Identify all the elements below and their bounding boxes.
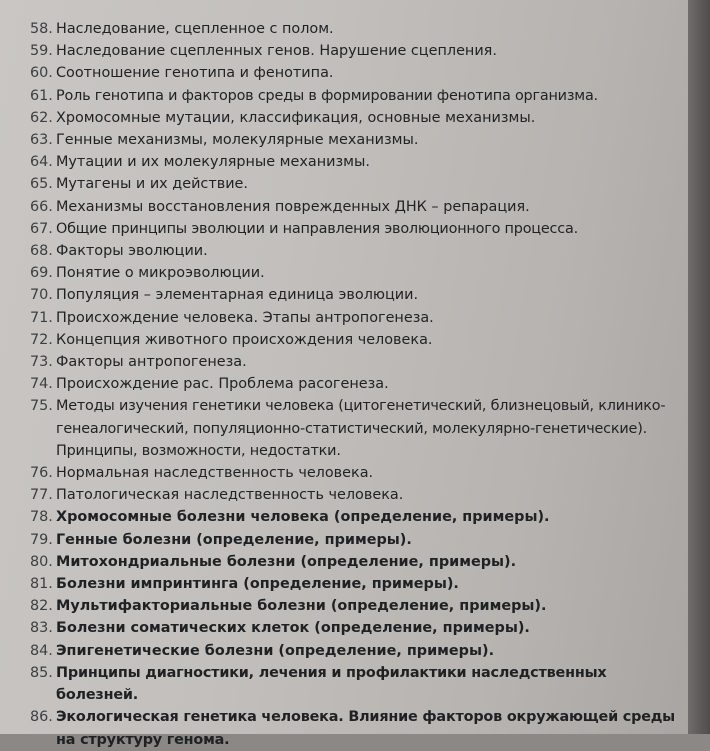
item-text: Мутации и их молекулярные механизмы. (56, 154, 370, 171)
item-number: 62. (30, 109, 53, 126)
item-number: 60. (30, 65, 53, 82)
item-text: Болезни соматических клеток (определение, примеры). (56, 620, 530, 637)
item-number: 64. (30, 154, 53, 171)
item-number: 70. (30, 287, 53, 304)
page-edge-shadow (688, 0, 710, 734)
item-text: Принципы диагностики, лечения и профилактики наследственных болезней. (56, 664, 607, 704)
list-item (30, 573, 680, 595)
list-item (30, 18, 680, 40)
item-number: 67. (30, 220, 53, 237)
list-item (30, 395, 680, 462)
list-item (30, 240, 680, 262)
list-item (30, 151, 680, 173)
item-text: Хромосомные болезни человека (определение, примеры). (56, 509, 550, 526)
item-text: Хромосомные мутации, классификация, основные механизмы. (56, 109, 536, 126)
item-text: Мультифакториальные болезни (определение, примеры). (56, 598, 547, 615)
list-item (30, 706, 680, 750)
item-text: Эпигенетические болезни (определение, примеры). (56, 642, 495, 659)
item-number: 72. (30, 331, 53, 348)
item-number: 69. (30, 265, 53, 282)
item-text: Соотношение генотипа и фенотипа. (56, 65, 334, 82)
list-item (30, 662, 680, 706)
item-number: 73. (30, 354, 53, 371)
item-text: Генные механизмы, молекулярные механизмы. (56, 132, 419, 149)
list-item (30, 506, 680, 528)
item-number: 84. (30, 642, 53, 659)
list-item (30, 284, 680, 306)
item-number: 82. (30, 598, 53, 615)
item-number: 61. (30, 87, 53, 104)
item-text: Популяция – элементарная единица эволюции. (56, 287, 419, 304)
item-number: 79. (30, 531, 53, 548)
list-item (30, 262, 680, 284)
list-item (30, 307, 680, 329)
item-number: 66. (30, 198, 53, 215)
item-text: Наследование, сцепленное с полом. (56, 21, 334, 37)
list-item (30, 484, 680, 506)
item-text: Патологическая наследственность человека. (56, 487, 404, 504)
list-item (30, 595, 680, 617)
item-number: 58. (30, 21, 53, 37)
list-item (30, 373, 680, 395)
list-item (30, 617, 680, 639)
item-text: Экологическая генетика человека. Влияние факторов окружающей среды на структуру генома. (56, 709, 675, 748)
item-number: 71. (30, 309, 53, 326)
list-item (30, 196, 680, 218)
list-item (30, 640, 680, 662)
item-text: Генные болезни (определение, примеры). (56, 531, 412, 548)
item-text: Митохондриальные болезни (определение, примеры). (56, 553, 517, 570)
list-item (30, 62, 680, 84)
item-number: 83. (30, 620, 53, 637)
item-text: Болезни импринтинга (определение, примеры). (56, 576, 459, 593)
item-number: 78. (30, 509, 53, 526)
item-number: 75. (30, 398, 53, 415)
item-text: Факторы эволюции. (56, 243, 208, 260)
list-item (30, 107, 680, 129)
item-number: 81. (30, 576, 53, 593)
item-number: 63. (30, 132, 53, 149)
list-item (30, 85, 680, 107)
item-number: 65. (30, 176, 53, 193)
question-list (30, 18, 680, 751)
item-number: 80. (30, 553, 53, 570)
item-text: Мутагены и их действие. (56, 176, 248, 193)
list-item (30, 40, 680, 62)
item-text: Понятие о микроэволюции. (56, 265, 265, 282)
list-item (30, 329, 680, 351)
item-number: 77. (30, 487, 53, 504)
list-item (30, 173, 680, 195)
list-item (30, 129, 680, 151)
item-text: Нормальная наследственность человека. (56, 465, 374, 482)
item-text: Механизмы восстановления поврежденных ДНК – репарация. (56, 198, 530, 215)
list-item (30, 551, 680, 573)
item-text: Наследование сцепленных генов. Нарушение сцепления. (56, 43, 497, 60)
item-text: Происхождение рас. Проблема расогенеза. (56, 376, 389, 393)
item-text: Происхождение человека. Этапы антропогенеза. (56, 309, 434, 326)
item-number: 68. (30, 243, 53, 260)
item-number: 86. (30, 709, 53, 726)
list-item (30, 218, 680, 240)
item-number: 85. (30, 664, 53, 681)
item-text: Общие принципы эволюции и направления эволюционного процесса. (56, 220, 578, 237)
item-text: Методы изучения генетики человека (цитогенетический, близнецовый, клинико-генеалогический, популяционно-статистический, молекулярно-генетические). Принципы, возможности, недостатки. (56, 398, 666, 459)
list-item (30, 351, 680, 373)
item-text: Факторы антропогенеза. (56, 354, 247, 371)
list-item (30, 529, 680, 551)
item-number: 76. (30, 465, 53, 482)
item-text: Концепция животного происхождения человека. (56, 331, 433, 348)
item-number: 59. (30, 43, 53, 60)
list-item (30, 462, 680, 484)
item-text: Роль генотипа и факторов среды в формировании фенотипа организма. (56, 87, 598, 104)
item-number: 74. (30, 376, 53, 393)
